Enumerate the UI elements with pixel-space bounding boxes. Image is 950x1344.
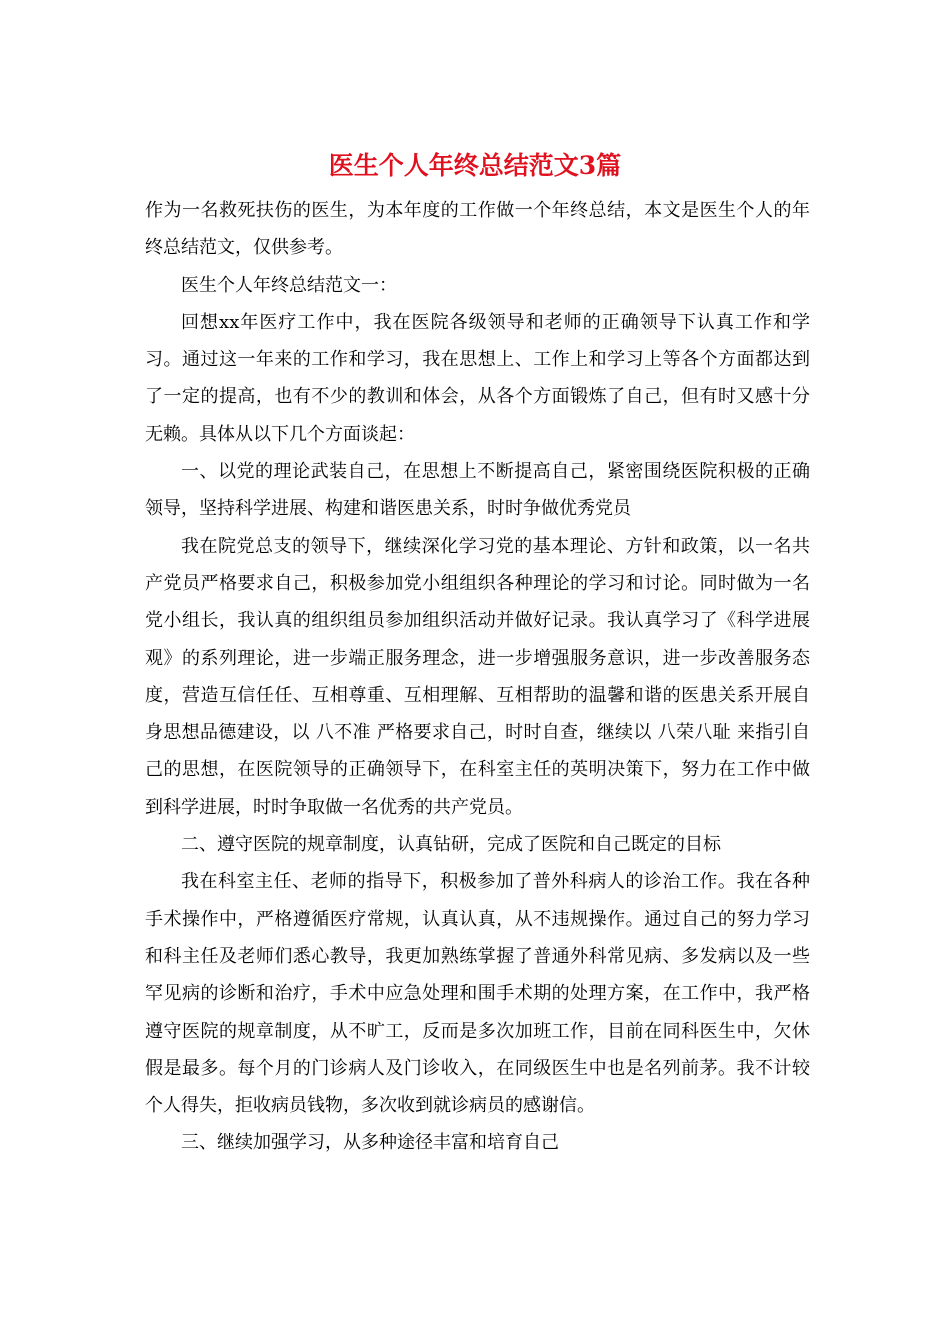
document-body [145,192,810,1162]
paragraph-point-two: 二、遵守医院的规章制度，认真钻研，完成了医院和自己既定的目标 [181,834,721,856]
paragraph-point-one: 一、以党的理论武装自己，在思想上不断提高自己，紧密围绕医院积极的正确领导，坚持科学进展、构建和谐医患关系，时时争做优秀党员 [145,461,810,520]
paragraph-point-two-body: 我在科室主任、老师的指导下，积极参加了普外科病人的诊治工作。我在各种手术操作中，严格遵循医疗常规，认真认真，从不违规操作。通过自己的努力学习和科主任及老师们悉心教导，我更加熟练掌握了普通外科常见病、多发病以及一些罕见病的诊断和治疗，手术中应急处理和围手术期的处理方案，在工作中，我严格遵守医院的规章制度，从不旷工，反而是多次加班工作，目前在同科医生中，欠休假是最多。每个月的门诊病人及门诊收入，在同级医生中也是名列前茅。我不计较个人得失，拒收病员钱物，多次收到就诊病员的感谢信。 [145,871,810,1117]
paragraph-intro: 作为一名救死扶伤的医生，为本年度的工作做一个年终总结，本文是医生个人的年终总结范文，仅供参考。 [145,200,810,259]
document-title: 医生个人年终总结范文3篇 [328,151,622,180]
paragraph-section-heading: 医生个人年终总结范文一： [181,274,397,296]
paragraph-review: 回想xx年医疗工作中，我在医院各级领导和老师的正确领导下认真工作和学习。通过这一年来的工作和学习，我在思想上、工作上和学习上等各个方面都达到了一定的提高，也有不少的教训和体会，从各个方面锻炼了自己，但有时又感十分无赖。具体从以下几个方面谈起： [145,311,810,445]
paragraph-point-three: 三、继续加强学习，从多种途径丰富和培育自己 [181,1132,559,1154]
paragraph-point-one-body: 我在院党总支的领导下，继续深化学习党的基本理论、方针和政策，以一名共产党员严格要求自己，积极参加党小组组织各种理论的学习和讨论。同时做为一名党小组长，我认真的组织组员参加组织活动并做好记录。我认真学习了《科学进展观》的系列理论，进一步端正服务理念，进一步增强服务意识，进一步改善服务态度，营造互信任任、互相尊重、互相理解、互相帮助的温馨和谐的医患关系开展自身思想品德建设，以 八不准 严格要求自己，时时自查，继续以 八荣八耻 来指引自己的思想，在医院领导的正确领导下，在科室主任的英明决策下，努力在工作中做到科学进展，时时争取做一名优秀的共产党员。 [145,535,810,818]
